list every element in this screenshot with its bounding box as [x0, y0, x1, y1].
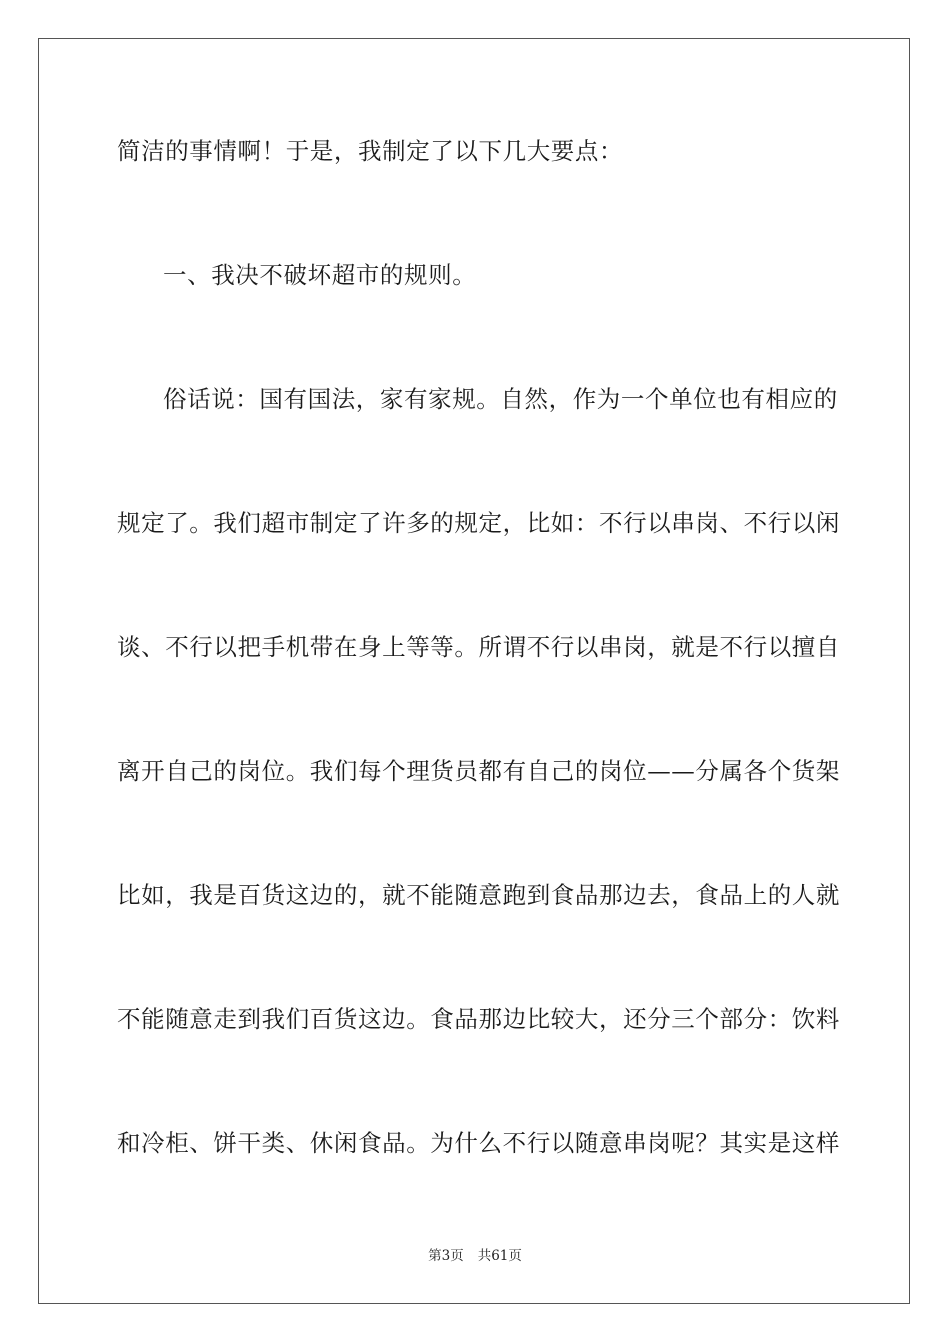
text-line-5: 谈、不行以把手机带在身上等等。所谓不行以串岗，就是不行以擅自: [117, 633, 840, 661]
page-number: 第3页: [428, 1248, 464, 1264]
text-line-8: 不能随意走到我们百货这边。食品那边比较大，还分三个部分：饮料: [117, 1005, 840, 1033]
text-line-7: 比如，我是百货这边的，就不能随意跑到食品那边去，食品上的人就: [117, 881, 840, 909]
text-line-1: 简洁的事情啊！于是，我制定了以下几大要点：: [117, 137, 624, 165]
page-frame: [38, 38, 910, 1304]
total-pages: 共61页: [477, 1248, 522, 1264]
text-line-4: 规定了。我们超市制定了许多的规定，比如：不行以串岗、不行以闲: [117, 509, 840, 537]
text-line-9: 和冷柜、饼干类、休闲食品。为什么不行以随意串岗呢？其实是这样: [117, 1129, 840, 1157]
text-line-2: 一、我决不破坏超市的规则。: [163, 261, 477, 289]
page-footer: [0, 1247, 950, 1265]
text-line-6: 离开自己的岗位。我们每个理货员都有自己的岗位——分属各个货架: [117, 757, 840, 785]
text-line-3: 俗话说：国有国法，家有家规。自然，作为一个单位也有相应的: [163, 385, 838, 413]
